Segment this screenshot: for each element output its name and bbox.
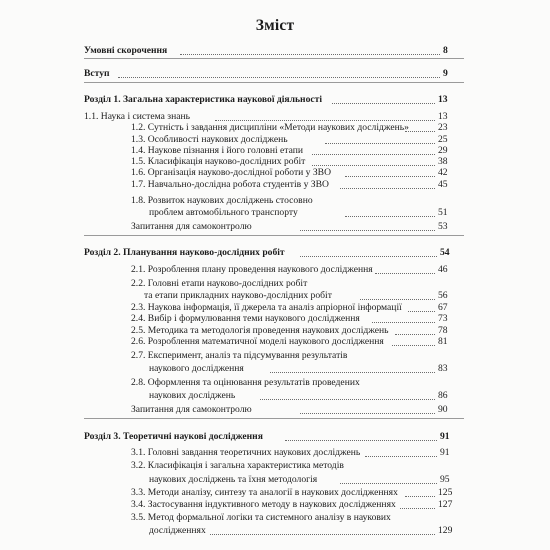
toc-entry	[0, 336, 550, 348]
dot-leader	[365, 456, 437, 457]
toc-page-number: 78	[438, 325, 448, 336]
dot-leader	[312, 154, 435, 155]
toc-entry-title: 2.5. Методика та методологія проведення наукових досліджень	[131, 325, 389, 336]
toc-page-number: 45	[438, 179, 448, 190]
toc-entry-title: 2.4. Вибір і формулювання теми наукового дослідження	[131, 313, 360, 324]
toc-entry	[0, 247, 550, 259]
page-title: Зміст	[255, 17, 295, 34]
dot-leader	[345, 216, 435, 217]
toc-entry	[0, 94, 550, 106]
dot-leader	[400, 508, 435, 509]
toc-page-number: 8	[443, 45, 448, 56]
toc-entry	[0, 499, 550, 511]
dot-leader	[405, 131, 435, 132]
toc-entry-title: Розділ 2. Планування науково-дослідних робіт	[84, 247, 285, 258]
dot-leader	[300, 256, 437, 257]
toc-entry-title: проблем автомобільного транспорту	[149, 207, 298, 218]
toc-entry-title: Запитання для самоконтролю	[131, 221, 252, 232]
toc-entry-title: наукових досліджень	[149, 390, 236, 401]
toc-entry	[0, 313, 550, 325]
toc-entry-title: Розділ 1. Загальна характеристика наукової діяльності	[84, 94, 323, 105]
toc-entry	[0, 512, 550, 524]
dot-leader	[118, 77, 440, 78]
dot-leader	[260, 399, 435, 400]
toc-entry	[0, 460, 550, 472]
toc-page-number: 125	[438, 487, 453, 498]
toc-page-number: 129	[438, 525, 453, 536]
toc-entry-title: 3.5. Метод формальної логіки та системного аналізу в наукових	[131, 512, 391, 523]
toc-entry-title: 1.8. Розвиток наукових досліджень стосовно	[131, 195, 313, 206]
dot-leader	[340, 188, 435, 189]
toc-entry-title: 1.2. Сутність і завдання дисципліни «Методи наукових досліджень»	[131, 122, 409, 133]
dot-leader	[332, 103, 435, 104]
dot-leader	[312, 165, 435, 166]
dot-leader	[325, 143, 435, 144]
toc-page-number: 91	[440, 447, 450, 458]
toc-entry	[0, 221, 550, 233]
toc-entry	[0, 195, 550, 207]
toc-entry	[0, 264, 550, 276]
dot-leader	[210, 534, 435, 535]
toc-entry	[0, 68, 550, 80]
toc-entry-title: та етапи прикладних науково-дослідних робіт	[144, 290, 332, 301]
toc-entry	[0, 207, 550, 219]
toc-page-number: 81	[438, 336, 448, 347]
toc-entry	[0, 487, 550, 499]
toc-entry	[0, 45, 550, 57]
toc-entry-title: 2.7. Експеримент, аналіз та підсумування результатів	[131, 350, 348, 361]
toc-page-number: 53	[438, 221, 448, 232]
toc-page-number: 38	[438, 156, 448, 167]
dot-leader	[215, 120, 435, 121]
toc-entry-title: 1.3. Особливості наукових досліджень	[131, 134, 288, 145]
dot-leader	[180, 54, 440, 55]
dot-leader	[300, 413, 435, 414]
toc-entry-title: 1.7. Навчально-дослідна робота студентів у ЗВО	[131, 179, 329, 190]
toc-entry-title: 1.1. Наука і система знань	[84, 111, 190, 122]
toc-entry	[0, 278, 550, 290]
toc-entry-title: Розділ 3. Теоретичні наукові дослідження	[84, 431, 263, 442]
toc-page-number: 95	[440, 474, 450, 485]
toc-entry-title: Вступ	[84, 68, 110, 79]
toc-entry-title: дослідженнях	[149, 525, 206, 536]
dot-leader	[360, 299, 435, 300]
dot-leader	[375, 273, 435, 274]
dot-leader	[372, 322, 435, 323]
toc-page-number: 56	[438, 290, 448, 301]
dot-leader	[340, 483, 437, 484]
toc-entry	[0, 290, 550, 302]
toc-page-number: 9	[443, 68, 448, 79]
toc-page-number: 46	[438, 264, 448, 275]
toc-entry	[0, 363, 550, 375]
toc-page-number: 13	[438, 94, 448, 105]
toc-entry-title: 3.4. Застосування індуктивного методу в наукових дослідженнях	[131, 499, 396, 510]
toc-entry	[0, 350, 550, 362]
toc-entry-title: 3.3. Методи аналізу, синтезу та аналогії в наукових дослідженнях	[131, 487, 398, 498]
toc-page-number: 91	[440, 431, 450, 442]
toc-entry-title: 2.2. Головні етапи науково-дослідних робіт	[131, 278, 308, 289]
toc-entry-title: наукового дослідження	[149, 363, 244, 374]
dot-leader	[345, 176, 435, 177]
toc-page-number: 29	[438, 145, 448, 156]
toc-page-number: 51	[438, 207, 448, 218]
toc-entry-title: 3.2. Класифікація і загальна характеристика методів	[131, 460, 344, 471]
dot-leader	[285, 440, 437, 441]
dot-leader	[408, 311, 435, 312]
toc-page-number: 23	[438, 122, 448, 133]
toc-entry-title: 1.5. Класифікація науково-дослідних робіт	[131, 156, 306, 167]
dot-leader	[405, 496, 435, 497]
toc-page-number: 90	[438, 404, 448, 415]
toc-entry-title: Умовні скорочення	[84, 45, 168, 56]
toc-page-number: 42	[438, 167, 448, 178]
toc-page-number: 13	[438, 111, 448, 122]
toc-entry	[0, 390, 550, 402]
toc-page-number: 54	[440, 247, 450, 258]
toc-entry-title: 2.8. Оформлення та оцінювання результатів проведених	[131, 377, 360, 388]
toc-page-number: 67	[438, 302, 448, 313]
toc-entry	[0, 474, 550, 486]
toc-entry	[0, 447, 550, 459]
toc-page-number: 73	[438, 313, 448, 324]
toc-entry	[0, 404, 550, 416]
toc-entry-title: 2.1. Розроблення плану проведення наукового дослідження	[131, 264, 373, 275]
toc-entry-title: 1.4. Наукове пізнання і його головні етапи	[131, 145, 303, 156]
toc-entry	[0, 431, 550, 443]
toc-page-number: 86	[438, 390, 448, 401]
toc-entry-title: наукових досліджень та їхня методологія	[149, 474, 318, 485]
toc-entry	[0, 122, 550, 134]
toc-page-number: 83	[438, 363, 448, 374]
toc-entry-title: 1.6. Організація науково-дослідної роботи у ЗВО	[131, 167, 331, 178]
toc-entry-title: 2.6. Розроблення математичної моделі наукового дослідження	[131, 336, 384, 347]
dot-leader	[270, 372, 435, 373]
toc-page-number: 25	[438, 134, 448, 145]
toc-entry-title: 3.1. Головні завдання теоретичних наукових досліджень	[131, 447, 361, 458]
toc-entry	[0, 377, 550, 389]
toc-page-number: 127	[438, 499, 453, 510]
dot-leader	[395, 334, 435, 335]
dot-leader	[300, 230, 435, 231]
toc-entry	[0, 167, 550, 179]
toc-entry	[0, 179, 550, 191]
toc-entry-title: 2.3. Наукова інформація, її джерела та аналіз апріорної інформації	[131, 302, 402, 313]
dot-leader	[392, 345, 435, 346]
toc-entry-title: Запитання для самоконтролю	[131, 404, 252, 415]
toc-entry	[0, 525, 550, 537]
